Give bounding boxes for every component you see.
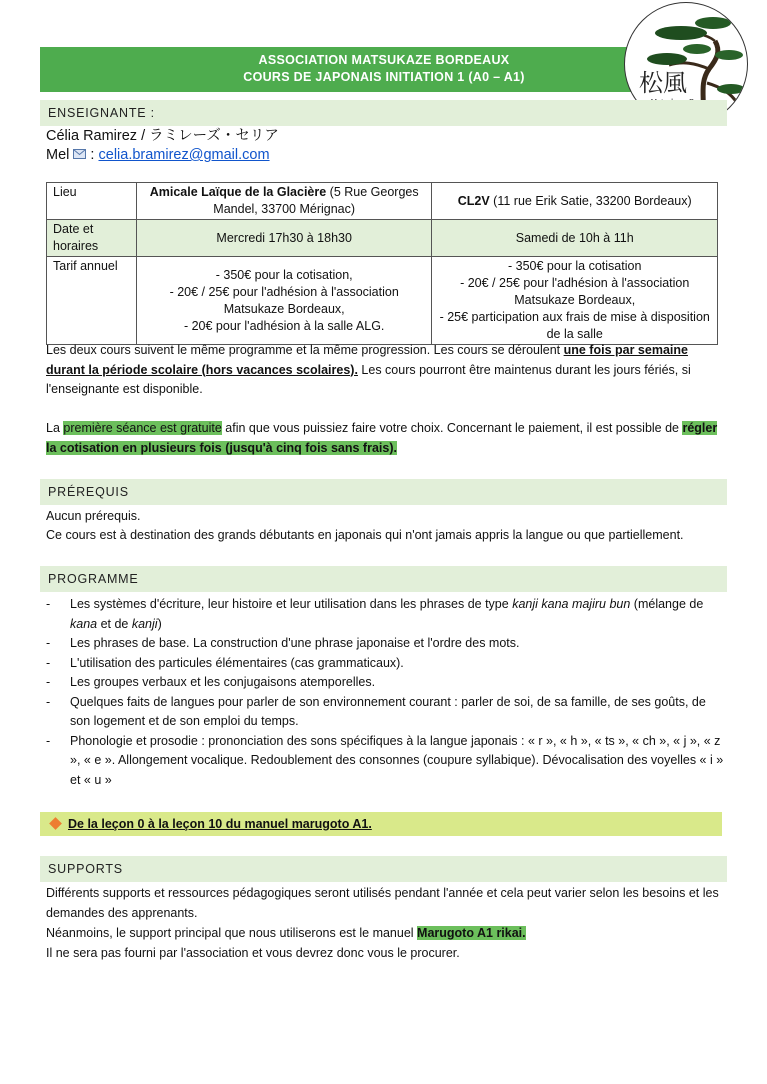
logo-kanji: 松風 [639,69,687,97]
supports-para-2: Néanmoins, le support principal que nous utiliserons est le manuel Marugoto A1 rikai. [46,926,526,940]
cell-location-1: Amicale Laïque de la Glacière (5 Rue Georges Mandel, 33700 Mérignac) [136,183,432,220]
teacher-mail-line: Mel : celia.bramirez@gmail.com [46,147,270,163]
prereq-line-1: Aucun prérequis. [46,509,141,523]
schedule-table [46,182,718,345]
mail-label: Mel [46,147,70,163]
section-prereq: PRÉREQUIS [40,479,727,505]
lesson-banner [40,812,722,836]
cell-time-2: Samedi de 10h à 11h [432,220,718,257]
cell-time-1: Mercredi 17h30 à 18h30 [136,220,432,257]
email-link[interactable]: celia.bramirez@gmail.com [98,147,270,163]
list-item: - Les phrases de base. La construction d'une phrase japonaise et l'ordre des mots. [46,634,726,654]
row-label: Lieu [47,183,137,220]
section-teacher: ENSEIGNANTE : [40,100,727,126]
envelope-icon [73,149,86,159]
prereq-line-2: Ce cours est à destination des grands débutants en japonais qui n'ont jamais appris la langue ou que partiellement. [46,528,684,542]
title-line-1: ASSOCIATION MATSUKAZE BORDEAUX [258,53,510,67]
table-row [47,257,718,345]
supports-para-3: Il ne sera pas fourni par l'association et vous devrez donc vous le procurer. [46,946,460,960]
supports-para-1: Différents supports et ressources pédagogiques seront utilisés pendant l'année et cela peut varier selon les besoins et les demandes des apprenants. [46,886,719,920]
programme-list [46,595,726,790]
section-programme: PROGRAMME [40,566,727,592]
cell-location-2: CL2V (11 rue Erik Satie, 33200 Bordeaux) [432,183,718,220]
diamond-bullet-icon [49,817,62,830]
title-line-2: COURS DE JAPONAIS INITIATION 1 (A0 – A1) [243,70,525,84]
row-label: Date et horaires [47,220,137,257]
table-row [47,183,718,220]
list-item: - Quelques faits de langues pour parler de son environnement courant : parler de soi, de sa famille, de ses goûts, de son logement et de son emploi du temps. [46,693,726,732]
table-row [47,220,718,257]
list-item: - Phonologie et prosodie : prononciation des sons spécifiques à la langue japonais : « r », « h », « ts », « ch », « j », « z », « e ». Allongement vocalique. Redoublement des consonnes (coupure syllabique). Dévocalisation des voyelles « i » et « u » [46,732,726,791]
paragraph-schedule: Les deux cours suivent le même programme et la même progression. Les cours se déroulent une fois par semaine durant la période scolaire (hors vacances scolaires). Les cours pourront être maintenus durant les jours fériés, si l'enseignante est disponible. [46,343,691,396]
section-supports: SUPPORTS [40,856,727,882]
paragraph-payment: La première séance est gratuite afin que vous puissiez faire votre choix. Concernant le paiement, il est possible de régler la cotisation en plusieurs fois (jusqu'à cinq fois sans frais). [46,421,718,455]
cell-price-1: - 350€ pour la cotisation, - 20€ / 25€ pour l'adhésion à l'association Matsukaze Bordeaux, - 20€ pour l'adhésion à la salle ALG. [136,257,432,345]
teacher-name: Célia Ramirez / ラミレーズ・セリア [46,128,279,144]
list-item: - Les groupes verbaux et les conjugaisons atemporelles. [46,673,726,693]
lesson-text: De la leçon 0 à la leçon 10 du manuel marugoto A1. [68,817,372,831]
cell-price-2: - 350€ pour la cotisation - 20€ / 25€ pour l'adhésion à l'association Matsukaze Bordeaux, - 25€ participation aux frais de mise à disposition de la salle [432,257,718,345]
row-label: Tarif annuel [47,257,137,345]
list-item: - Les systèmes d'écriture, leur histoire et leur utilisation dans les phrases de type kanji kana majiru bun (mélange de kana et de kanji) [46,595,726,634]
list-item: - L'utilisation des particules élémentaires (cas grammaticaux). [46,654,726,674]
